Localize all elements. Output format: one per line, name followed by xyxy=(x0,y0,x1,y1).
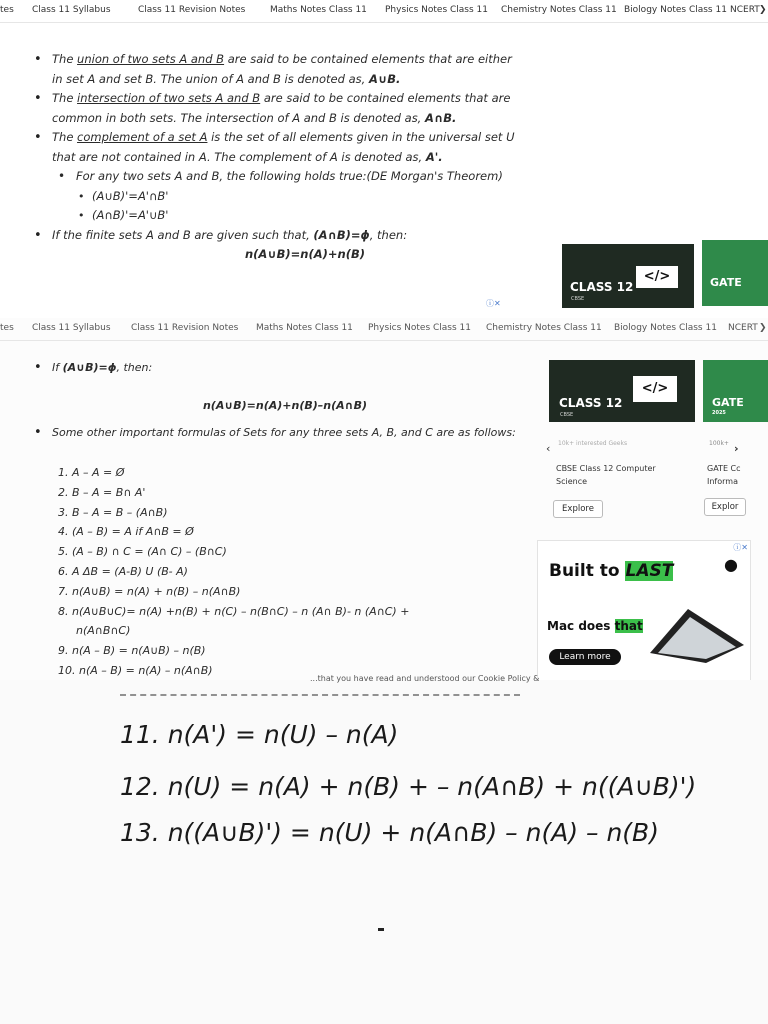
nav-item-ncert[interactable]: NCERT xyxy=(730,5,760,15)
complement-link[interactable]: complement of a set A xyxy=(77,130,208,144)
class12-label: CLASS 12 xyxy=(570,280,634,294)
nav-item-chemistry-notes[interactable]: Chemistry Notes Class 11 xyxy=(501,5,617,15)
formula-item: 2. B – A = B∩ A' xyxy=(58,485,146,499)
learn-more-button[interactable]: Learn more xyxy=(549,649,621,665)
formula-11: 11. n(A') = n(U) – n(A) xyxy=(120,720,399,749)
nav-item-physics-notes[interactable]: Physics Notes Class 11 xyxy=(385,5,488,15)
adchoices-icon[interactable]: ⓘ✕ xyxy=(733,543,748,552)
mac-ad-title: Built to LAST xyxy=(549,561,674,581)
demorgan-law-1: • (A∪B)'=A'∩B' xyxy=(76,187,520,207)
nav-item-maths-notes[interactable]: Maths Notes Class 11 xyxy=(270,5,367,15)
top-nav xyxy=(0,0,768,23)
if-empty-bullet: • If (A∪B)=ϕ, then: xyxy=(30,358,520,378)
intersection-bullet: • The intersection of two sets A and B are said to be contained elements that are common in both sets. The intersection of A and B is denoted as, A∩B. xyxy=(30,89,520,128)
formula-item: 4. (A – B) = A if A∩B = Ø xyxy=(58,525,194,539)
gate-ad[interactable] xyxy=(702,240,768,306)
mac-ad[interactable] xyxy=(537,540,751,682)
formula-item: 6. A ΔB = (A-B) U (B- A) xyxy=(58,564,188,578)
nav-item-ncert[interactable]: NCERT xyxy=(728,323,758,333)
adchoices-icon[interactable]: ⓘ✕ xyxy=(486,299,501,308)
explore-button-2[interactable]: Explor xyxy=(704,498,746,516)
formula-item: 9. n(A – B) = n(A∪B) – n(B) xyxy=(58,644,206,658)
nav-item-maths-notes[interactable]: Maths Notes Class 11 xyxy=(256,323,353,333)
carousel-next-icon[interactable]: › xyxy=(734,442,739,455)
finite-sets-bullet: • If the finite sets A and B are given such that, (A∩B)=ϕ, then: xyxy=(30,226,520,246)
nav-item-class11-revision[interactable]: Class 11 Revision Notes xyxy=(138,5,246,15)
formula-13: 13. n((A∪B)') = n(U) + n(A∩B) – n(A) – n(B) xyxy=(120,818,659,847)
formula-item: n(A∩B∩C) xyxy=(76,624,131,638)
speck xyxy=(378,928,384,931)
union-formula: n(A∪B)=n(A)+n(B)–n(A∩B) xyxy=(202,398,368,412)
nav-item-class11-revision[interactable]: Class 11 Revision Notes xyxy=(131,323,239,333)
formula-12: 12. n(U) = n(A) + n(B) + – n(A∩B) + n((A∪B)') xyxy=(120,772,697,801)
union-bullet: • The union of two sets A and B are said to be contained elements that are either in set A and set B. The union of A and B is denoted as, A∪B. xyxy=(30,50,520,89)
interested-count: 10k+ interested Geeks xyxy=(558,440,628,447)
nav-item-physics-notes[interactable]: Physics Notes Class 11 xyxy=(368,323,471,333)
screenshot-middle xyxy=(0,318,768,680)
sets-notes-2 xyxy=(30,358,520,443)
course-card-title-2[interactable]: GATE Cc Informa xyxy=(707,464,741,486)
gate-label: GATE xyxy=(710,276,742,289)
nav-item[interactable]: tes xyxy=(0,323,14,333)
nav-next-icon[interactable]: ❯ xyxy=(759,323,767,333)
nav-item-biology-notes[interactable]: Biology Notes Class 11 xyxy=(624,5,727,15)
code-icon: </> xyxy=(633,376,677,402)
interested-count-2: 100k+ xyxy=(709,440,729,447)
formula-item: 3. B – A = B – (A∩B) xyxy=(58,505,168,519)
cbse-label: CBSE xyxy=(571,296,585,302)
cbse-label: CBSE xyxy=(560,412,574,418)
apple-logo-icon: ● xyxy=(724,555,738,574)
formula-list xyxy=(58,463,409,681)
gate-year: 2025 xyxy=(712,410,726,416)
other-formulas-bullet: • Some other important formulas of Sets for any three sets A, B, and C are as follows: xyxy=(30,423,520,443)
cropped-line xyxy=(120,694,520,702)
formula-item: 8. n(A∪B∪C)= n(A) +n(B) + n(C) – n(B∩C) – n (A∩ B)- n (A∩C) + xyxy=(58,604,410,618)
finite-formula: n(A∪B)=n(A)+n(B) xyxy=(244,247,366,261)
class12-ad[interactable] xyxy=(562,244,694,308)
cookie-notice: ...that you have read and understood our Cookie Policy & xyxy=(310,674,540,683)
laptop-image xyxy=(644,603,750,663)
union-link[interactable]: union of two sets A and B xyxy=(77,52,225,66)
course-card-title[interactable]: CBSE Class 12 Computer Science xyxy=(556,464,656,486)
formula-item: 1. A – A = Ø xyxy=(58,466,125,479)
nav-item-biology-notes[interactable]: Biology Notes Class 11 xyxy=(614,323,717,333)
formula-item: 7. n(A∪B) = n(A) + n(B) – n(A∩B) xyxy=(58,584,241,598)
nav-item-chemistry-notes[interactable]: Chemistry Notes Class 11 xyxy=(486,323,602,333)
nav-item-class11-syllabus[interactable]: Class 11 Syllabus xyxy=(32,323,111,333)
screenshot-top xyxy=(0,0,768,318)
intersection-link[interactable]: intersection of two sets A and B xyxy=(77,91,261,105)
nav-next-icon[interactable]: ❯ xyxy=(759,5,767,15)
class12-ad[interactable] xyxy=(549,360,695,422)
class12-label: CLASS 12 xyxy=(559,396,623,410)
gate-ad[interactable] xyxy=(703,360,768,422)
complement-bullet: • The complement of a set A is the set of all elements given in the universal set U that are not contained in A. The complement of A is denoted as, A'. xyxy=(30,128,520,167)
nav-item[interactable]: tes xyxy=(0,5,14,15)
sets-notes-1 xyxy=(30,50,520,265)
carousel-prev-icon[interactable]: ‹ xyxy=(546,442,551,455)
formula-item: 10. n(A – B) = n(A) – n(A∩B) xyxy=(58,663,213,677)
demorgan-bullet: • For any two sets A and B, the following holds true:(DE Morgan's Theorem) xyxy=(54,167,520,187)
nav-item-class11-syllabus[interactable]: Class 11 Syllabus xyxy=(32,5,111,15)
screenshot-bottom xyxy=(0,674,768,1024)
demorgan-law-2: • (A∩B)'=A'∪B' xyxy=(76,206,520,226)
top-nav xyxy=(0,318,768,341)
mac-ad-subtitle: Mac does that xyxy=(547,619,643,633)
code-icon: </> xyxy=(636,266,678,288)
explore-button[interactable]: Explore xyxy=(553,500,603,518)
gate-label: GATE xyxy=(712,396,744,409)
formula-item: 5. (A – B) ∩ C = (A∩ C) – (B∩C) xyxy=(58,545,227,559)
